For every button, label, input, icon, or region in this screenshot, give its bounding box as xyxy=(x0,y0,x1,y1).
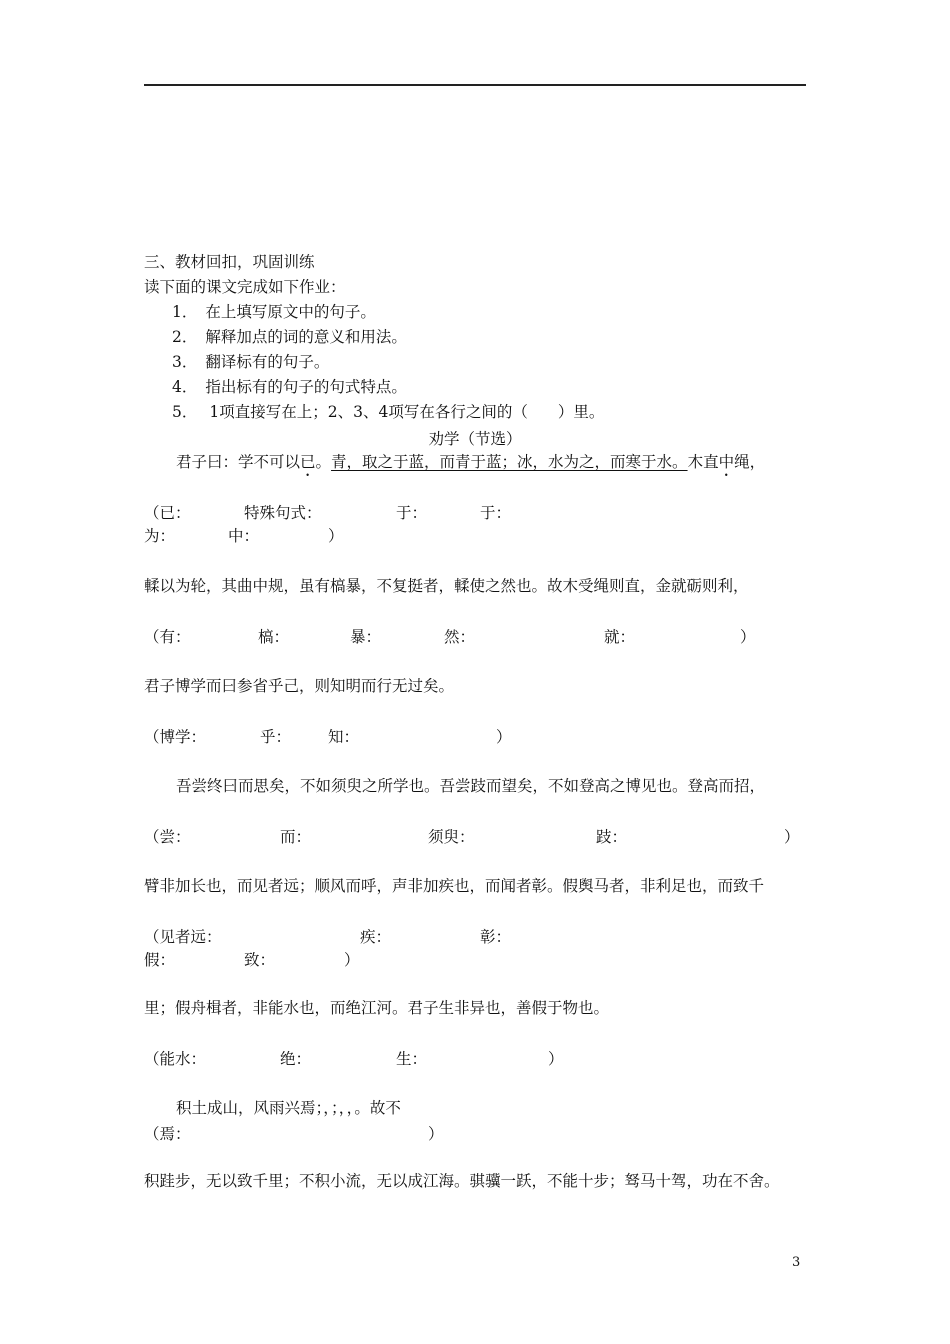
section-heading: 三、教材回扣，巩固训练 xyxy=(144,253,315,271)
gloss: ） xyxy=(548,1050,564,1068)
passage-line-5: 臂非加长也，而见者远；顺风而呼，声非加疾也，而闻者彰。假舆马者，非利足也，而致千 xyxy=(144,877,765,895)
task-1: 1． 在上填写原文中的句子。 xyxy=(172,303,376,321)
gloss: 特殊句式： xyxy=(244,504,322,522)
gloss: 须臾： xyxy=(428,828,475,846)
gloss: （有： xyxy=(144,628,191,646)
gloss: ） xyxy=(496,728,512,746)
gloss: 暴： xyxy=(350,628,382,646)
gloss: 于： xyxy=(480,504,512,522)
gloss: 跂： xyxy=(596,828,628,846)
passage-line-1: 君子曰：学不可以已。青，取之于蓝，而青于蓝；冰，水为之，而寒于水。木直中绳， xyxy=(176,453,766,471)
passage-line-8: 积跬步，无以致千里；不积小流，无以成江海。骐骥一跃，不能十步；驽马十驾，功在不舍。 xyxy=(144,1172,780,1190)
passage-line-2: 輮以为轮，其曲中规，虽有槁暴，不复挺者，輮使之然也。故木受绳则直，金就砺则利， xyxy=(144,577,749,595)
gloss: 绝： xyxy=(280,1050,312,1068)
gloss: ） xyxy=(784,828,800,846)
gloss: （尝： xyxy=(144,828,191,846)
gloss: 知： xyxy=(328,728,360,746)
gloss: ） xyxy=(740,628,756,646)
gloss: 致： xyxy=(244,951,276,969)
section-intro: 读下面的课文完成如下作业： xyxy=(144,278,346,296)
gloss: ） xyxy=(328,527,344,545)
gloss: 乎： xyxy=(260,728,292,746)
gloss: （能水： xyxy=(144,1050,207,1068)
gloss: 于： xyxy=(396,504,428,522)
page-number: 3 xyxy=(792,1255,801,1270)
task-3: 3． 翻译标有的句子。 xyxy=(172,353,330,371)
gloss: 假： xyxy=(144,951,176,969)
gloss: （已： xyxy=(144,504,191,522)
gloss: 槁： xyxy=(258,628,290,646)
passage-title: 劝学（节选） xyxy=(428,430,522,448)
gloss: 而： xyxy=(280,828,312,846)
gloss: 疾： xyxy=(360,928,392,946)
gloss: （见者远： xyxy=(144,928,222,946)
passage-line-4: 吾尝终曰而思矣，不如须臾之所学也。吾尝跂而望矣，不如登高之博见也。登高而招， xyxy=(176,777,766,795)
gloss: ） xyxy=(428,1125,444,1143)
gloss: （博学： xyxy=(144,728,207,746)
passage-line-7: 积土成山，风雨兴焉；，；，，。故不 xyxy=(176,1099,401,1117)
gloss: （焉： xyxy=(144,1125,191,1143)
gloss: ） xyxy=(344,951,360,969)
underlined-sentence: 青，取之于蓝，而青于蓝；冰，水为之，而寒于水。 xyxy=(331,453,688,471)
task-5: 5． 1项直接写在上；2、3、4项写在各行之间的（ ）里。 xyxy=(172,403,605,421)
header-rule xyxy=(144,84,806,86)
task-2: 2． 解释加点的词的意义和用法。 xyxy=(172,328,407,346)
gloss: 就： xyxy=(604,628,636,646)
gloss: 彰： xyxy=(480,928,512,946)
gloss: 然： xyxy=(444,628,476,646)
passage-line-3: 君子博学而曰参省乎己，则知明而行无过矣。 xyxy=(144,677,455,695)
gloss: 中： xyxy=(228,527,260,545)
gloss: 生： xyxy=(396,1050,428,1068)
gloss: 为： xyxy=(144,527,176,545)
passage-line-6: 里；假舟楫者，非能水也，而绝江河。君子生非异也，善假于物也。 xyxy=(144,999,610,1017)
task-4: 4． 指出标有的句子的句式特点。 xyxy=(172,378,407,396)
